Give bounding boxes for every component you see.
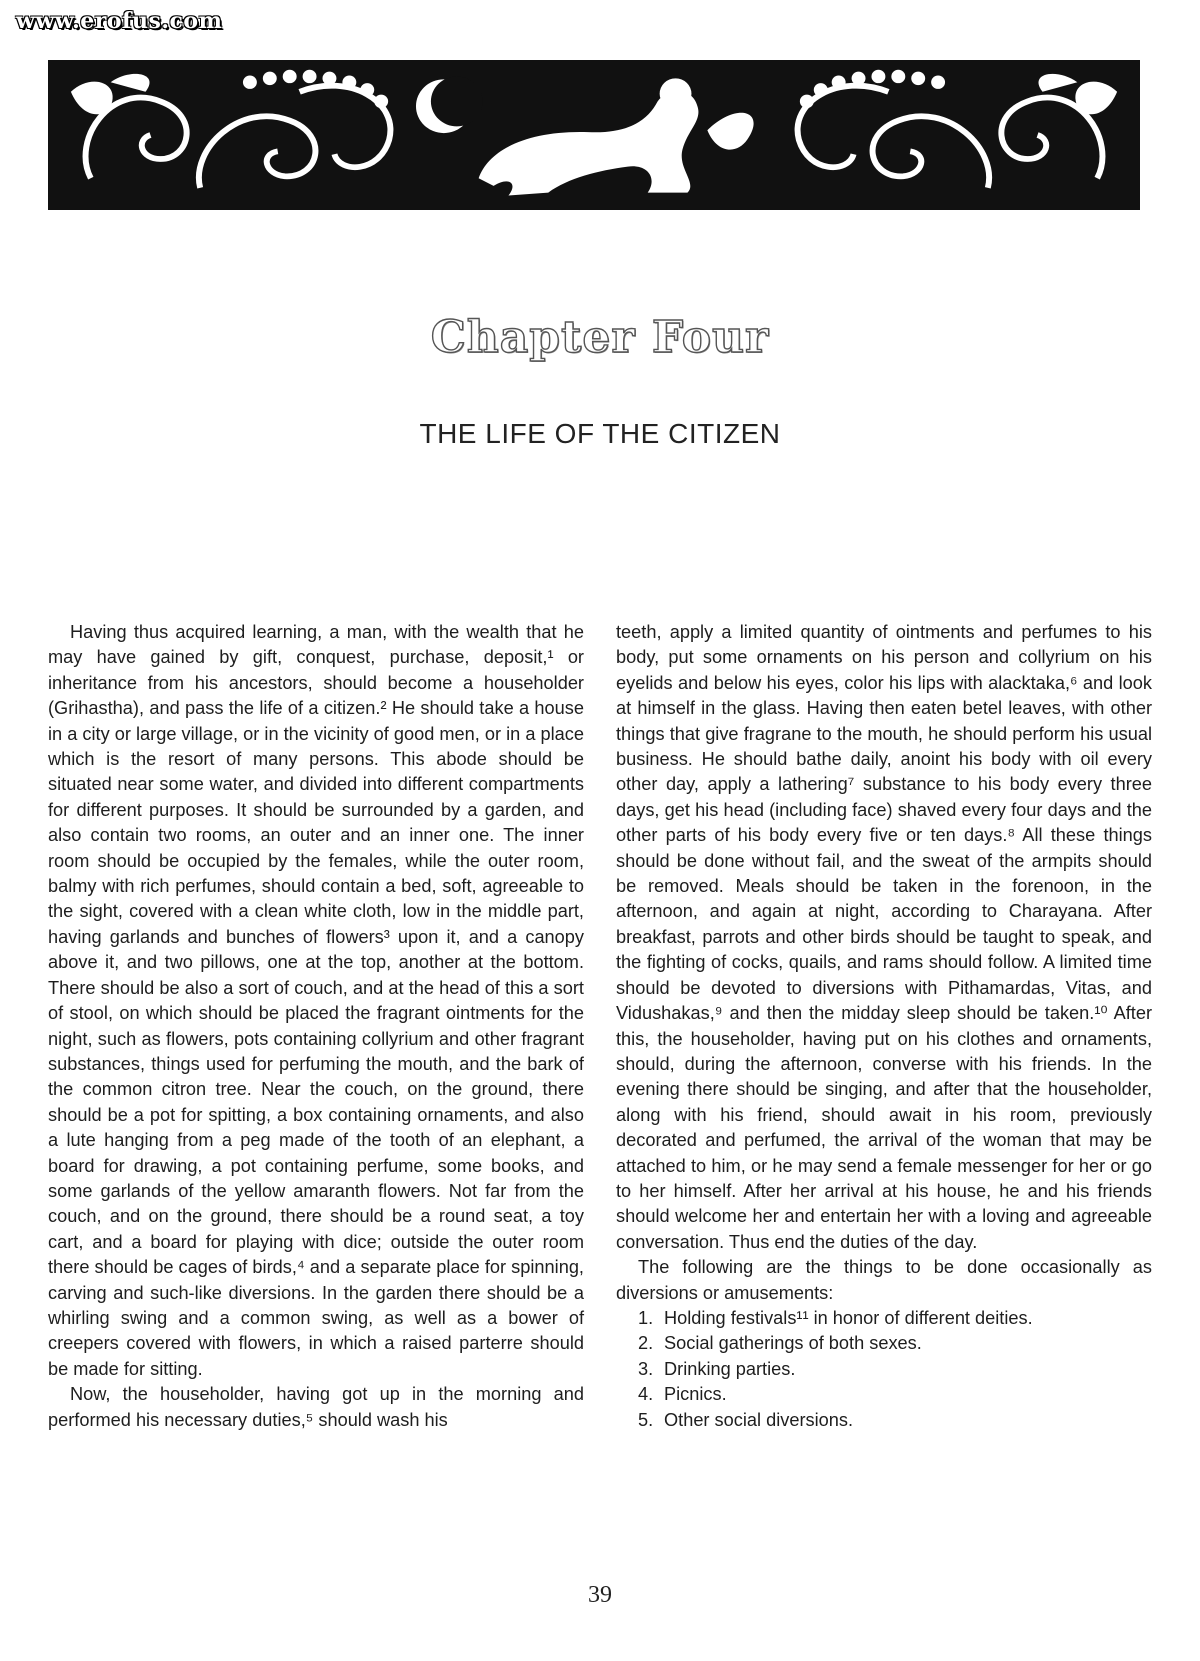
decorative-banner (48, 60, 1140, 210)
list-item (638, 1357, 1152, 1382)
paragraph: Now, the householder, having got up in the morning and performed his necessary duties,⁵ should wash his (48, 1384, 584, 1430)
list-number: 1. (638, 1307, 654, 1328)
chapter-title: THE LIFE OF THE CITIZEN (419, 418, 781, 449)
paragraph: Having thus acquired learning, a man, with the wealth that he may have gained by gift, conquest, purchase, deposit,¹ or inheritance from his ancestors, should become a householder (Grihastha), and pass the life of a citizen.² He should take a house in a city or large village, or in the vicinity of good men, or in a place which is the resort of many persons. This abode should be situated near some water, and divided into different compartments for different purposes. It should be surrounded by a garden, and also contain two rooms, an outer and an inner one. The inner room should be occupied by the females, while the outer room, balmy with rich perfumes, should contain a bed, soft, agreeable to the sight, covered with a clean white cloth, low in the middle part, having garlands and bunches of flowers³ upon it, and a canopy above it, and two pillows, one at the top, another at the bottom. There should be also a sort of couch, and at the head of this a sort of stool, on which should be placed the fragrant ointments for the night, such as flowers, pots containing collyrium and other fragrant substances, things used for perfuming the mouth, and the bark of the common citron tree. Near the couch, on the ground, there should be a pot for spitting, a box containing ornaments, and also a lute hanging from a peg made of the tooth of an elephant, a board for drawing, a pot containing perfume, some books, and some garlands of the yellow amaranth flowers. Not far from the couch, and on the ground, there should be a round seat, a toy cart, and a board for playing with dice; outside the outer room there should be cages of birds,⁴ and a separate place for spinning, carving and such-like diversions. In the garden there should be a whirling swing and a common swing, as well as a bower of creepers covered with flowers, in which a raised parterre should be made for sitting. (48, 622, 584, 1379)
paragraph: teeth, apply a limited quantity of ointments and perfumes to his body, put some ornaments on his person and collyrium on his eyelids and below his eyes, color his lips with alacktaka,⁶ and look at himself in the glass. Having then eaten betel leaves, with other things that give fragrane to the mouth, he should perform his usual business. He should bathe daily, anoint his body with oil every other day, apply a lathering⁷ substance to his body every three days, get his head (including face) shaved every four days and the other parts of his body every five or ten days.⁸ All these things should be done without fail, and the sweat of the armpits should be removed. Meals should be taken in the forenoon, in the afternoon, and again at night, according to Charayana. After breakfast, parrots and other birds should be taught to speak, and the fighting of cocks, quails, and rams should follow. A limited time should be devoted to diversions with Pithamardas, Vitas, and Vidushakas,⁹ and then the midday sleep should be taken.¹⁰ After this, the householder, having put on his clothes and ornaments, should, during the afternoon, converse with his friends. In the evening there should be singing, and after that the householder, along with his friend, should await in his room, previously decorated and perfumed, the arrival of the woman that may be attached to him, or he may send a female messenger for her or go to her himself. After her arrival at his house, he and his friends should welcome her and entertain her with a loving and agreeable conversation. Thus end the duties of the day. (616, 622, 1152, 1252)
list-item (638, 1306, 1152, 1331)
watermark: www.erofus.com (16, 8, 223, 34)
ornament-illustration (51, 63, 1137, 207)
list-number: 2. (638, 1333, 654, 1354)
page-number: 39 (588, 1582, 612, 1608)
list-text: Social gatherings of both sexes. (664, 1333, 922, 1354)
diversions-list (616, 1306, 1152, 1433)
list-item (638, 1382, 1152, 1407)
list-item (638, 1331, 1152, 1356)
list-text: Holding festivals¹¹ in honor of different deities. (664, 1307, 1033, 1328)
list-text: Other social diversions. (664, 1409, 854, 1430)
list-text: Drinking parties. (664, 1358, 796, 1379)
paragraph: The following are the things to be done occasionally as diversions or amusements: (616, 1257, 1152, 1303)
list-number: 4. (638, 1384, 654, 1405)
chapter-heading: Chapter Four (430, 312, 770, 363)
list-number: 3. (638, 1358, 654, 1379)
list-text: Picnics. (664, 1384, 727, 1405)
left-text-column (48, 620, 584, 1433)
list-item (638, 1408, 1152, 1433)
right-text-column (616, 620, 1152, 1433)
list-number: 5. (638, 1409, 654, 1430)
